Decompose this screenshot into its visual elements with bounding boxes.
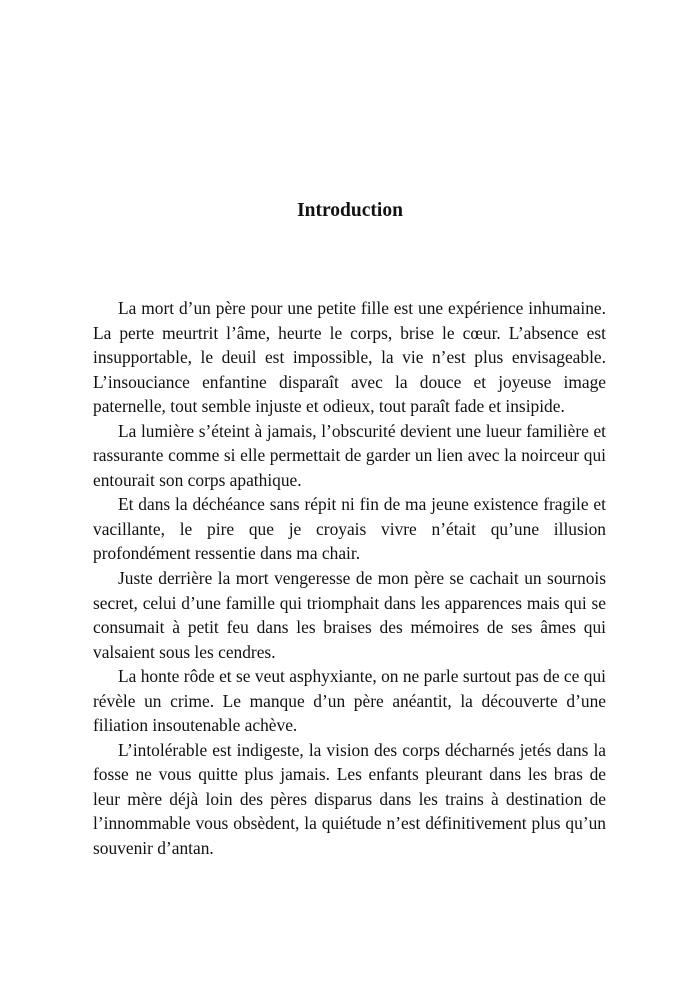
chapter-body xyxy=(93,296,606,861)
paragraph-4: Juste derrière la mort vengeresse de mon père se cachait un sournois secret, celui d’une famille qui triomphait dans les apparences mais qui se consumait à petit feu dans les braises des mémoires de ses âmes qui valsaient sous les cendres. xyxy=(93,568,606,662)
paragraph-2: La lumière s’éteint à jamais, l’obscurité devient une lueur familière et rassurante comme si elle permettait de garder un lien avec la noirceur qui entourait son corps apathique. xyxy=(93,420,606,490)
paragraph-6: L’intolérable est indigeste, la vision des corps décharnés jetés dans la fosse ne vous quitte plus jamais. Les enfants pleurant dans les bras de leur mère déjà loin des pères disparus dans les trains à destination de l’innommable vous obsèdent, la quiétude n’est définitivement plus qu’un souvenir d’antan. xyxy=(93,739,606,859)
paragraph-1: La mort d’un père pour une petite fille est une expérience inhumaine. La perte meurtrit l’âme, heurte le corps, brise le cœur. L’absence est insupportable, le deuil est impossible, la vie n’est plus envisageable. L’insouciance enfantine disparaît avec la douce et joyeuse image paternelle, tout semble injuste et odieux, tout paraît fade et insipide. xyxy=(93,298,606,417)
paragraph-3: Et dans la déchéance sans répit ni fin de ma jeune existence fragile et vacillante, le pire que je croyais vivre n’était qu’une illusion profondément ressentie dans ma chair. xyxy=(93,494,606,564)
chapter-title: Introduction xyxy=(297,200,403,221)
paragraph-5: La honte rôde et se veut asphyxiante, on ne parle surtout pas de ce qui révèle un crime. Le manque d’un père anéantit, la découverte d’une filiation insoutenable achève. xyxy=(93,666,606,736)
